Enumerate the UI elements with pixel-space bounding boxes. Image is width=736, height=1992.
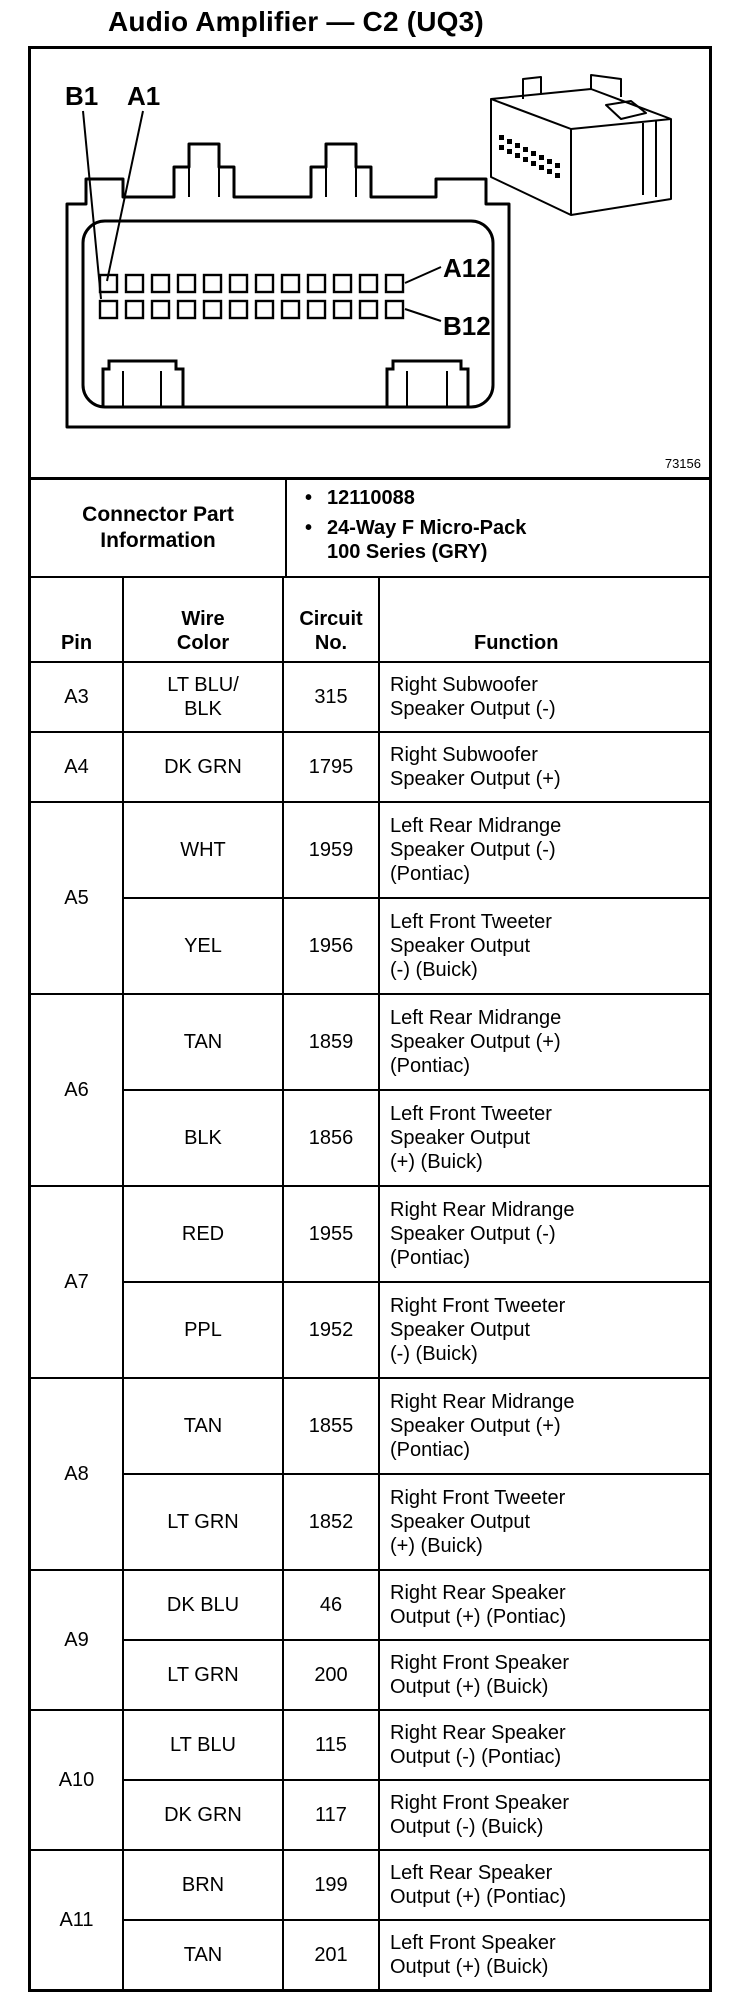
pin-cell: A3 (31, 662, 123, 732)
label-b12: B12 (443, 311, 491, 341)
header-pin: Pin (31, 578, 123, 662)
connector-description: • 24-Way F Micro-Pack 100 Series (GRY) (327, 516, 709, 564)
pin-cell: A10 (31, 1710, 123, 1850)
circuit-cell: 1852 (283, 1474, 379, 1570)
table-header-row (31, 578, 709, 662)
function-cell: Left Rear Midrange Speaker Output (+) (Pontiac) (379, 994, 709, 1090)
function-cell: Right Rear Speaker Output (-) (Pontiac) (379, 1710, 709, 1780)
circuit-cell: 1956 (283, 898, 379, 994)
wire-color-cell: LT GRN (123, 1474, 283, 1570)
header-wire-color: Wire Color (123, 578, 283, 662)
table-row (31, 1090, 709, 1186)
table-row (31, 1378, 709, 1474)
connector-part-details (287, 480, 709, 576)
pin-cell: A9 (31, 1570, 123, 1710)
label-a1: A1 (127, 81, 161, 111)
pin-cell: A8 (31, 1378, 123, 1570)
circuit-cell: 1856 (283, 1090, 379, 1186)
pin-cell: A11 (31, 1850, 123, 1989)
connector-face-drawing (31, 49, 709, 477)
wire-color-cell: LT GRN (123, 1640, 283, 1710)
connector-part-label: Connector Part Information (31, 480, 287, 576)
function-cell: Left Front Tweeter Speaker Output (+) (Buick) (379, 1090, 709, 1186)
wire-color-cell: LT BLU (123, 1710, 283, 1780)
connector-part-info (31, 480, 709, 578)
circuit-cell: 1955 (283, 1186, 379, 1282)
table-row (31, 994, 709, 1090)
circuit-cell: 1795 (283, 732, 379, 802)
table-row (31, 1850, 709, 1920)
circuit-cell: 117 (283, 1780, 379, 1850)
wire-color-cell: LT BLU/ BLK (123, 662, 283, 732)
circuit-cell: 46 (283, 1570, 379, 1640)
function-cell: Right Front Speaker Output (+) (Buick) (379, 1640, 709, 1710)
circuit-cell: 1952 (283, 1282, 379, 1378)
circuit-cell: 201 (283, 1920, 379, 1989)
wire-color-cell: TAN (123, 1920, 283, 1989)
function-cell: Right Subwoofer Speaker Output (-) (379, 662, 709, 732)
function-cell: Right Front Tweeter Speaker Output (-) (Buick) (379, 1282, 709, 1378)
page-title: Audio Amplifier — C2 (UQ3) (108, 6, 484, 37)
circuit-cell: 115 (283, 1710, 379, 1780)
wire-color-cell: BRN (123, 1850, 283, 1920)
function-cell: Right Subwoofer Speaker Output (+) (379, 732, 709, 802)
wire-color-cell: RED (123, 1186, 283, 1282)
pin-cell: A7 (31, 1186, 123, 1378)
wire-color-cell: TAN (123, 1378, 283, 1474)
function-cell: Right Rear Midrange Speaker Output (+) (Pontiac) (379, 1378, 709, 1474)
wire-color-cell: WHT (123, 802, 283, 898)
label-b1: B1 (65, 81, 99, 111)
table-row (31, 898, 709, 994)
function-cell: Left Front Tweeter Speaker Output (-) (Buick) (379, 898, 709, 994)
table-row (31, 1570, 709, 1640)
header-function: Function (379, 578, 709, 662)
wire-color-cell: DK GRN (123, 1780, 283, 1850)
wire-color-cell: BLK (123, 1090, 283, 1186)
table-row (31, 1282, 709, 1378)
circuit-cell: 199 (283, 1850, 379, 1920)
wire-color-cell: DK BLU (123, 1570, 283, 1640)
wire-color-cell: TAN (123, 994, 283, 1090)
header-circuit: Circuit No. (283, 578, 379, 662)
pin-cell: A4 (31, 732, 123, 802)
circuit-cell: 200 (283, 1640, 379, 1710)
figure-number: 73156 (664, 456, 701, 471)
wire-color-cell: DK GRN (123, 732, 283, 802)
function-cell: Left Front Speaker Output (+) (Buick) (379, 1920, 709, 1989)
table-row (31, 732, 709, 802)
wire-color-cell: PPL (123, 1282, 283, 1378)
table-row (31, 1186, 709, 1282)
function-cell: Right Rear Midrange Speaker Output (-) (Pontiac) (379, 1186, 709, 1282)
pinout-table (31, 578, 709, 1989)
table-row (31, 662, 709, 732)
function-cell: Left Rear Speaker Output (+) (Pontiac) (379, 1850, 709, 1920)
table-row (31, 1474, 709, 1570)
part-number: • 12110088 (327, 486, 709, 510)
connector-sheet (28, 46, 712, 1992)
function-cell: Right Front Speaker Output (-) (Buick) (379, 1780, 709, 1850)
function-cell: Right Rear Speaker Output (+) (Pontiac) (379, 1570, 709, 1640)
pin-cell: A6 (31, 994, 123, 1186)
table-row (31, 1640, 709, 1710)
circuit-cell: 1859 (283, 994, 379, 1090)
connector-diagram (31, 49, 709, 480)
table-row (31, 1920, 709, 1989)
pin-cell: A5 (31, 802, 123, 994)
circuit-cell: 1959 (283, 802, 379, 898)
function-cell: Right Front Tweeter Speaker Output (+) (Buick) (379, 1474, 709, 1570)
wire-color-cell: YEL (123, 898, 283, 994)
circuit-cell: 315 (283, 662, 379, 732)
table-row (31, 1780, 709, 1850)
label-a12: A12 (443, 253, 491, 283)
function-cell: Left Rear Midrange Speaker Output (-) (Pontiac) (379, 802, 709, 898)
table-row (31, 1710, 709, 1780)
circuit-cell: 1855 (283, 1378, 379, 1474)
table-row (31, 802, 709, 898)
